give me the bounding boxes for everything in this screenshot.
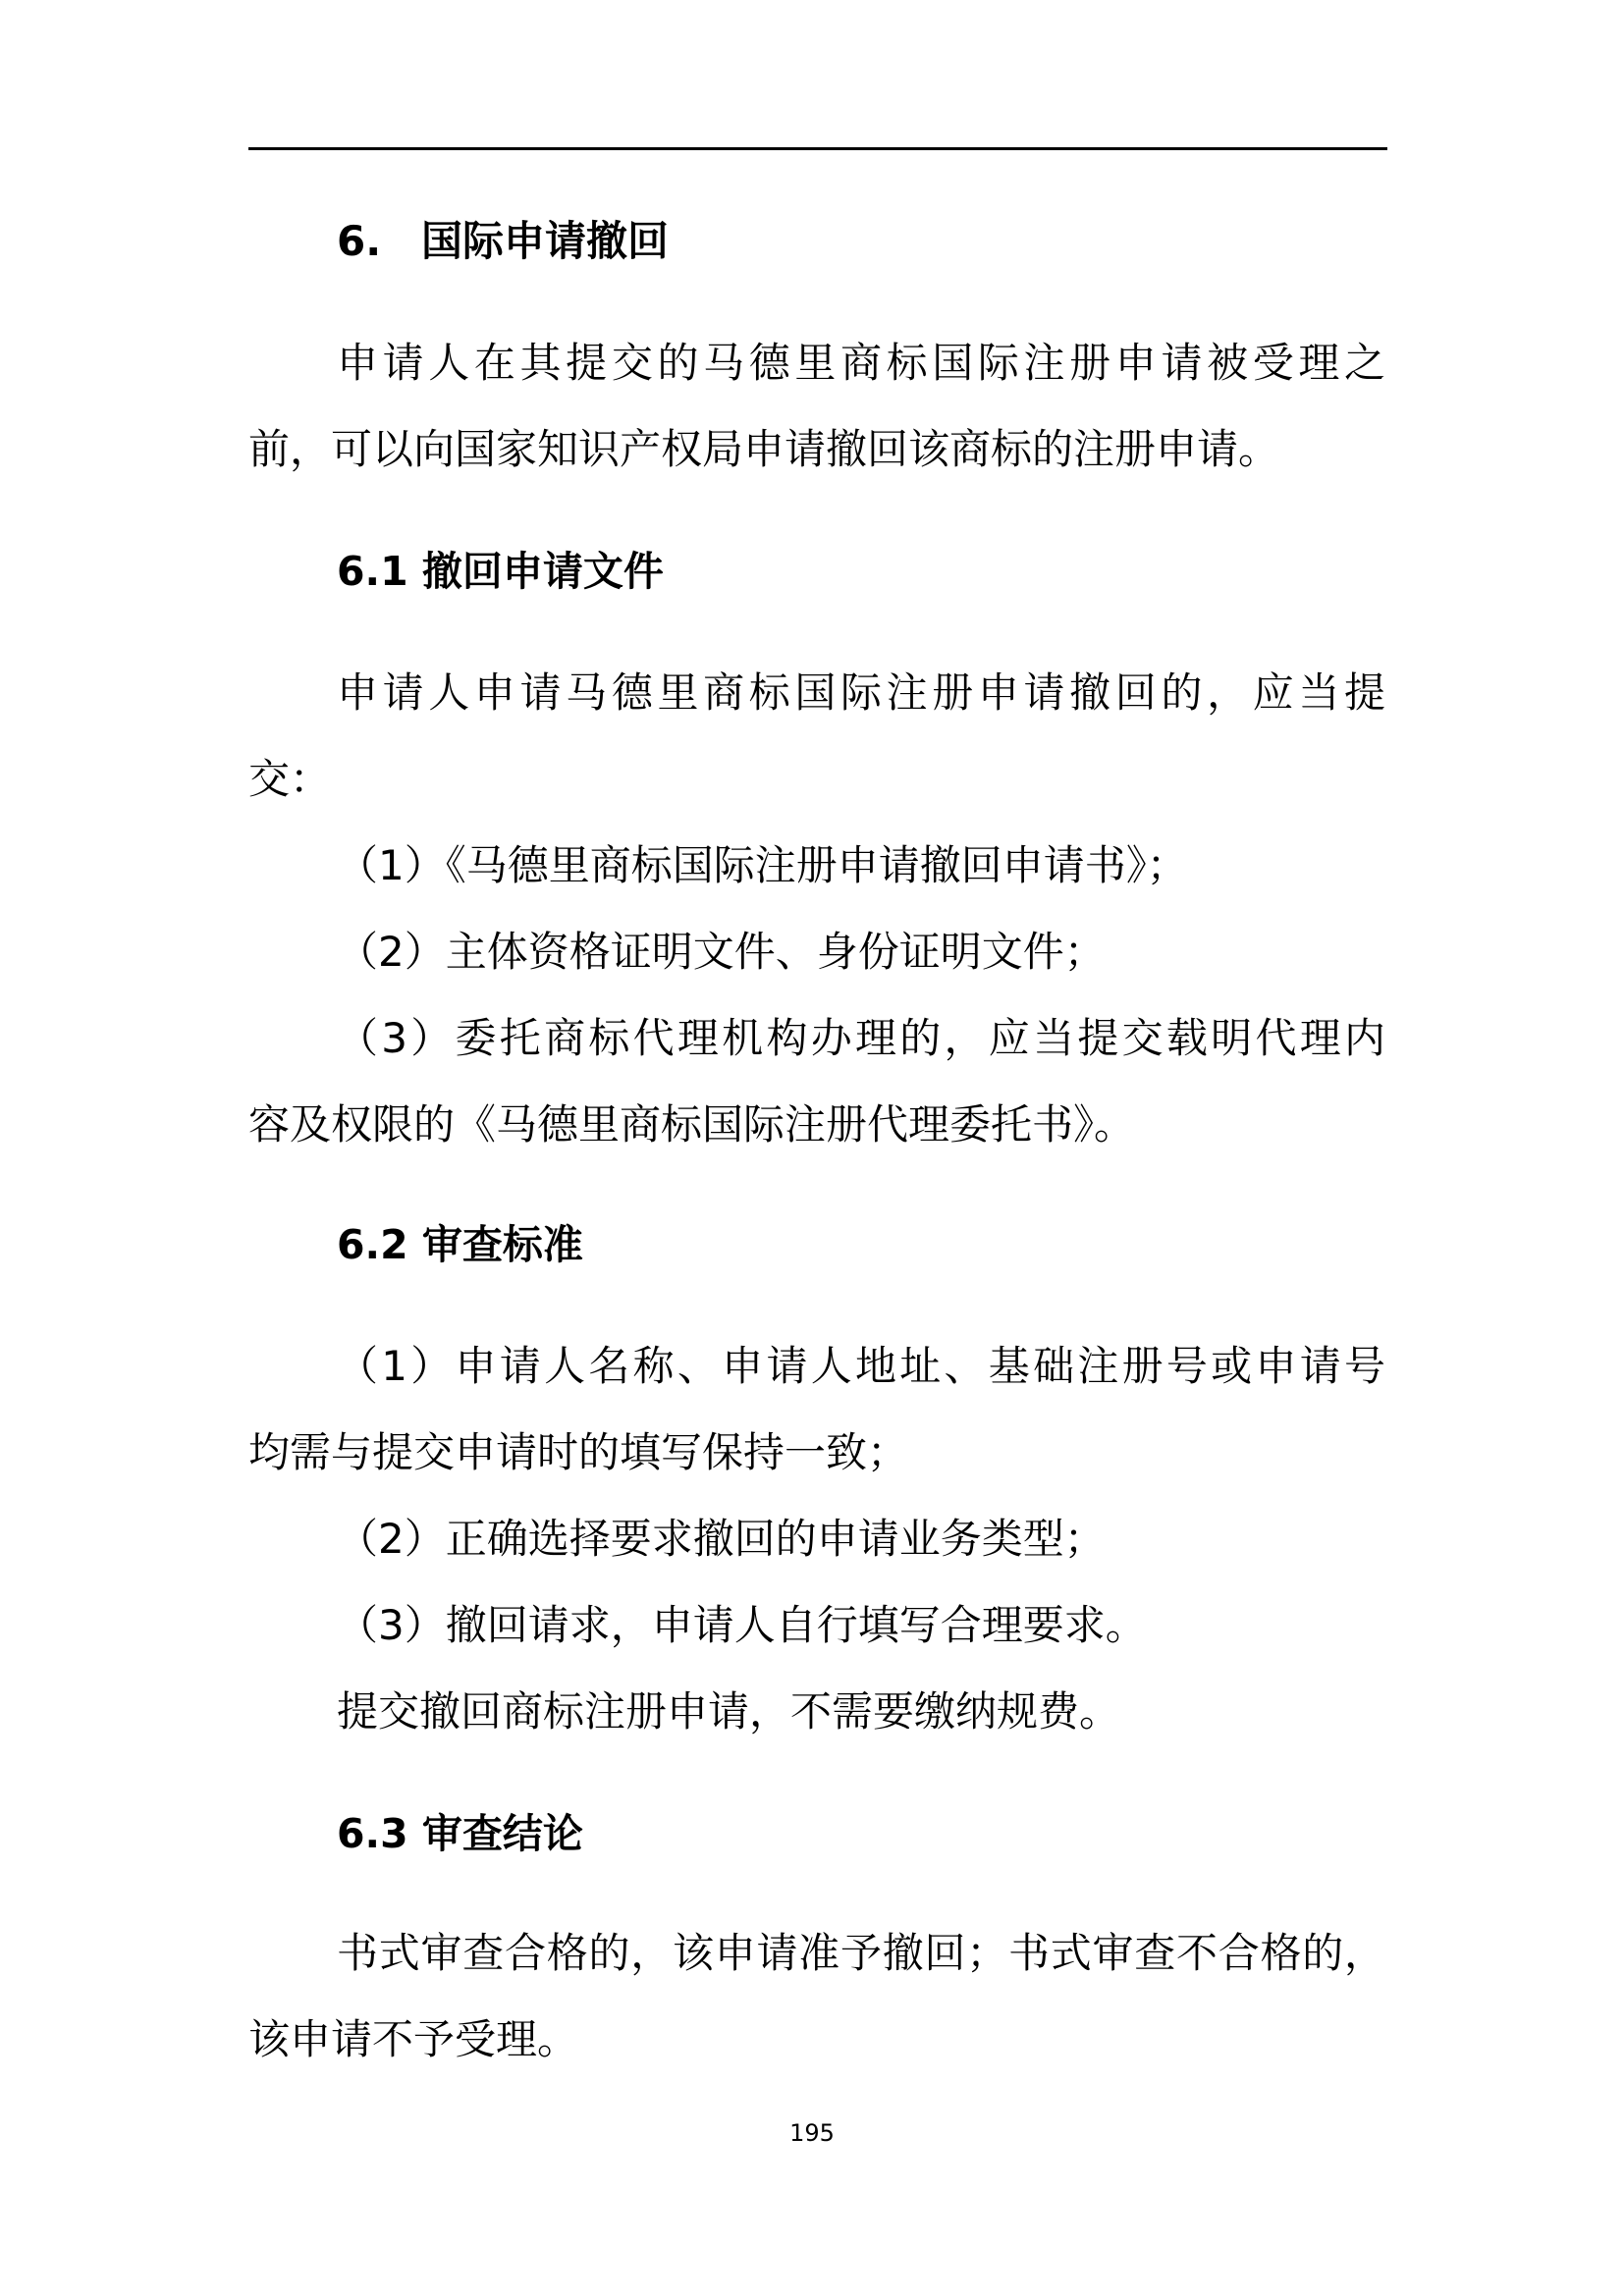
page-number: 195 [789, 2119, 835, 2147]
section-title: 国际申请撤回 [421, 217, 670, 265]
subsection-heading-6-2: 6.2 审查标准 [337, 1221, 583, 1268]
header-rule [248, 147, 1387, 150]
section-number: 6. [337, 217, 382, 265]
section-heading [337, 214, 669, 269]
sub1-intro-line-1: 申请人申请马德里商标国际注册申请撤回的，应当提 [337, 668, 1385, 717]
sub1-item-3-line-2: 容及权限的《马德里商标国际注册代理委托书》。 [248, 1100, 1136, 1148]
subsection-heading-6-1: 6.1 撤回申请文件 [337, 548, 664, 595]
section-intro-line-2: 前，可以向国家知识产权局申请撤回该商标的注册申请。 [248, 425, 1280, 473]
sub2-item-1-line-2: 均需与提交申请时的填写保持一致； [248, 1428, 909, 1476]
sub3-body-line-2: 该申请不予受理。 [248, 2015, 579, 2063]
sub1-item-2: （2）主体资格证明文件、身份证明文件； [337, 928, 1106, 976]
section-intro-line-1: 申请人在其提交的马德里商标国际注册申请被受理之 [337, 339, 1385, 387]
sub1-item-1: （1）《马德里商标国际注册申请撤回申请书》； [337, 841, 1188, 889]
subsection-heading-6-3: 6.3 审查结论 [337, 1810, 583, 1857]
sub1-item-3-line-1: （3）委托商标代理机构办理的，应当提交载明代理内 [337, 1014, 1385, 1062]
sub2-item-3: （3）撤回请求，申请人自行填写合理要求。 [337, 1601, 1147, 1649]
sub2-item-1-line-1: （1）申请人名称、申请人地址、基础注册号或申请号 [337, 1342, 1385, 1390]
sub3-body-line-1: 书式审查合格的，该申请准予撤回；书式审查不合格的， [337, 1929, 1385, 1977]
sub1-intro-line-2: 交： [248, 755, 332, 803]
sub2-note: 提交撤回商标注册申请，不需要缴纳规费。 [337, 1687, 1121, 1735]
sub2-item-2: （2）正确选择要求撤回的申请业务类型； [337, 1515, 1106, 1563]
